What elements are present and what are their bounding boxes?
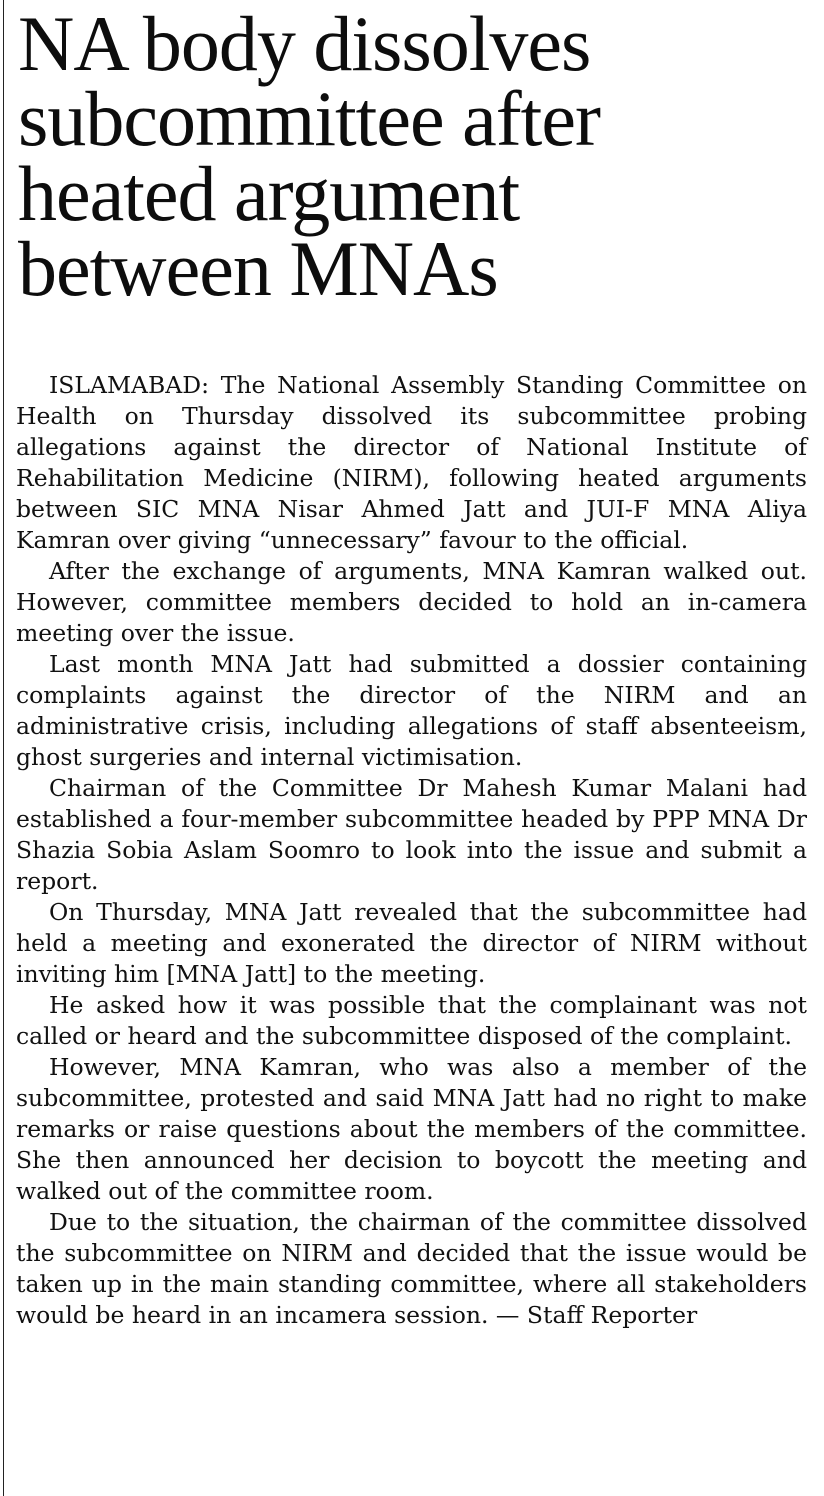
article-paragraph: However, MNA Kamran, who was also a member of the subcommittee, protested and said MNA Jatt had no right to make remarks or raise questions about the members of the committee. She then announced her decision to boycott the meeting and walked out of the committee room. — [16, 1053, 807, 1205]
article-body — [16, 370, 807, 1331]
headline — [18, 0, 808, 312]
article-paragraph: After the exchange of arguments, MNA Kamran walked out. However, committee members decided to hold an in-camera meeting over the issue. — [16, 557, 807, 647]
article-paragraph: Last month MNA Jatt had submitted a dossier containing complaints against the director of the NIRM and an administrative crisis, including allegations of staff absenteeism, ghost surgeries and internal victimisation. — [16, 650, 807, 771]
article-paragraph: Due to the situation, the chairman of the committee dissolved the subcommittee on NIRM and decided that the issue would be taken up in the main standing committee, where all stakeholders would be heard in an incamera session. — Staff Reporter — [16, 1208, 807, 1329]
column-rule — [3, 0, 4, 1496]
headline-line: NA body dissolves — [18, 0, 591, 87]
article-paragraph: He asked how it was possible that the complainant was not called or heard and the subcommittee disposed of the complaint. — [16, 991, 807, 1050]
headline-line: between MNAs — [18, 225, 498, 312]
article-paragraph: ISLAMABAD: The National Assembly Standing Committee on Health on Thursday dissolved its subcommittee probing allegations against the director of National Institute of Rehabilitation Medicine (NIRM), following heated arguments between SIC MNA Nisar Ahmed Jatt and JUI-F MNA Aliya Kamran over giving “unnecessary” favour to the official. — [16, 371, 807, 554]
headline-line: subcommittee after — [18, 75, 600, 162]
headline-line: heated argument — [18, 150, 520, 237]
article-paragraph: Chairman of the Committee Dr Mahesh Kumar Malani had established a four-member subcommittee headed by PPP MNA Dr Shazia Sobia Aslam Soomro to look into the issue and submit a report. — [16, 774, 807, 895]
article-paragraph: On Thursday, MNA Jatt revealed that the subcommittee had held a meeting and exonerated the director of NIRM without inviting him [MNA Jatt] to the meeting. — [16, 898, 807, 988]
